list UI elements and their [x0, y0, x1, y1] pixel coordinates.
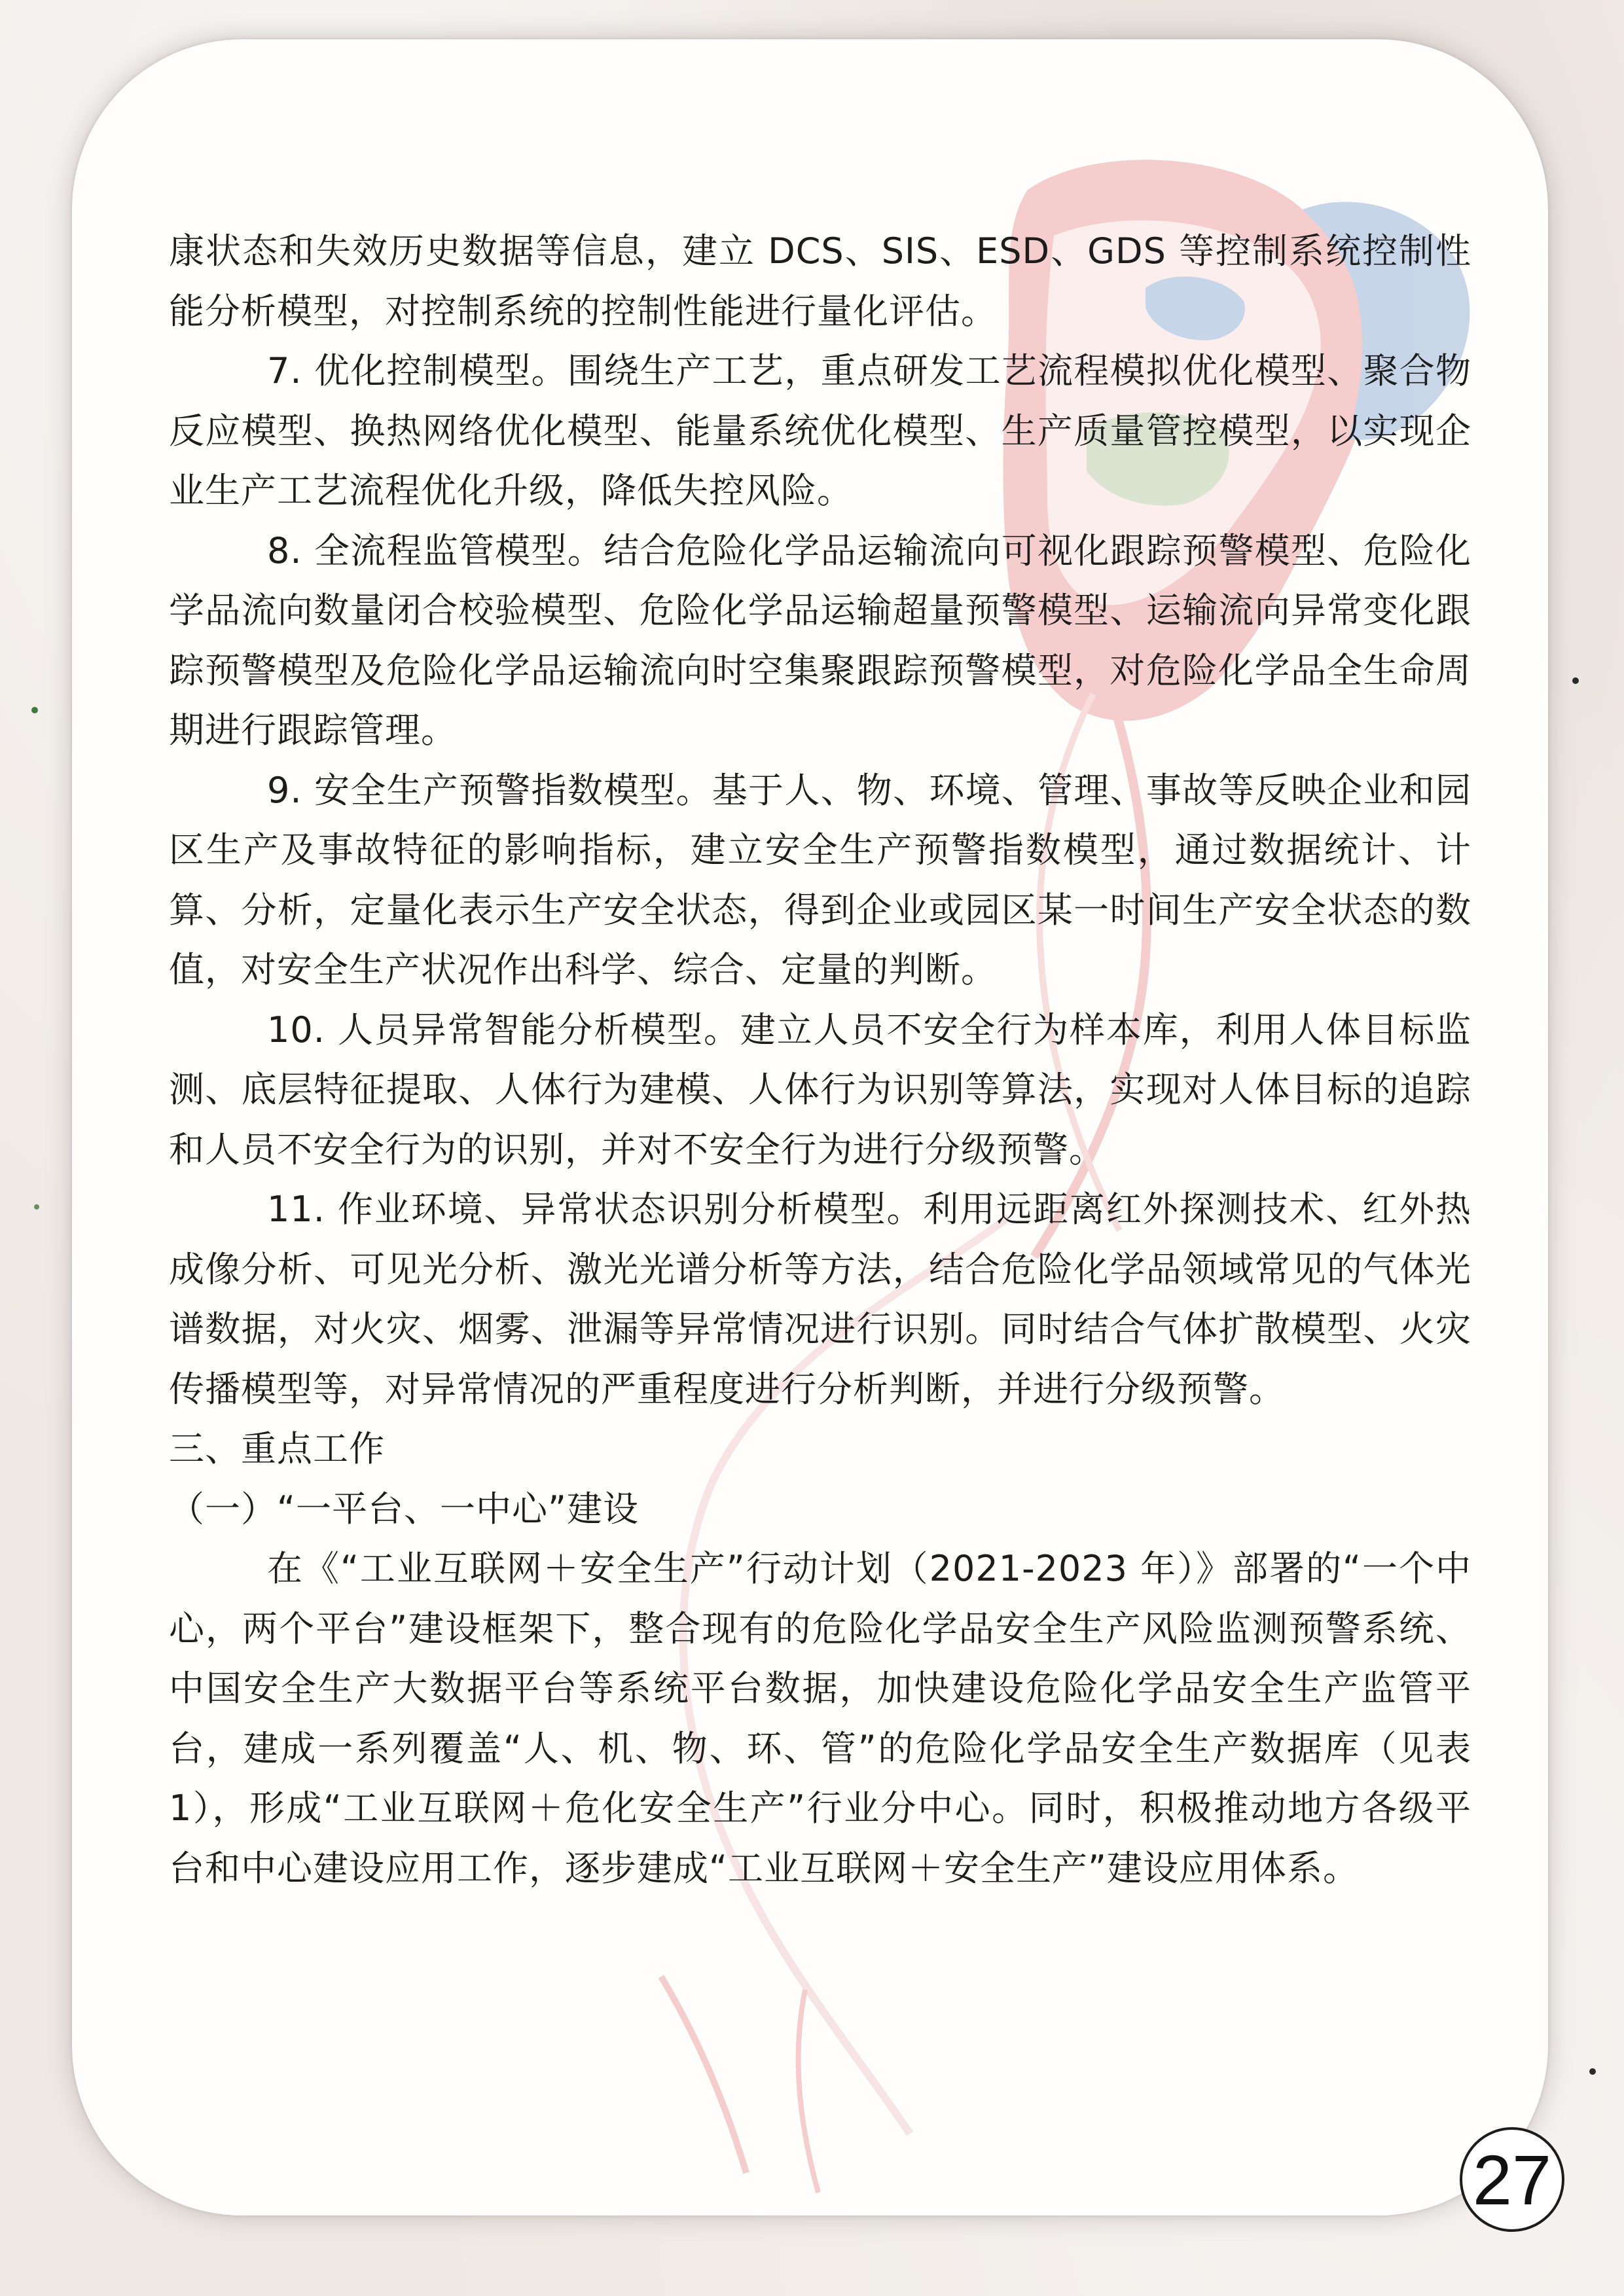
paragraph-item-10: 10. 人员异常智能分析模型。建立人员不安全行为样本库，利用人体目标监测、底层特征提取、人体行为建模、人体行为识别等算法，实现对人体目标的追踪和人员不安全行为的识别，并对不安全行为进行分级预警。	[169, 1009, 1471, 1170]
section-heading: 三、重点工作	[169, 1428, 385, 1469]
speck	[34, 1204, 39, 1210]
paragraph-item-11: 11. 作业环境、异常状态识别分析模型。利用远距离红外探测技术、红外热成像分析、可见光分析、激光光谱分析等方法，结合危险化学品领域常见的气体光谱数据，对火灾、烟雾、泄漏等异常情况进行识别。同时结合气体扩散模型、火灾传播模型等，对异常情况的严重程度进行分析判断，并进行分级预警。	[169, 1189, 1471, 1410]
document-body	[169, 221, 1471, 1898]
speck	[1589, 2068, 1596, 2075]
paragraph-platform-center: 在《“工业互联网＋安全生产”行动计划（2021-2023 年）》部署的“一个中心，两个平台”建设框架下，整合现有的危险化学品安全生产风险监测预警系统、中国安全生产大数据平台等系统平台数据，加快建设危险化学品安全生产监管平台，建成一系列覆盖“人、机、物、环、管”的危险化学品安全生产数据库（见表 1），形成“工业互联网＋危化安全生产”行业分中心。同时，积极推动地方各级平台和中心建设应用工作，逐步建成“工业互联网＋安全生产”建设应用体系。	[169, 1548, 1471, 1889]
speck	[1572, 677, 1579, 684]
paragraph-continuation: 康状态和失效历史数据等信息，建立 DCS、SIS、ESD、GDS 等控制系统控制性能分析模型，对控制系统的控制性能进行量化评估。	[169, 230, 1471, 332]
paragraph-item-9: 9. 安全生产预警指数模型。基于人、物、环境、管理、事故等反映企业和园区生产及事故特征的影响指标，建立安全生产预警指数模型，通过数据统计、计算、分析，定量化表示生产安全状态，得到企业或园区某一时间生产安全状态的数值，对安全生产状况作出科学、综合、定量的判断。	[169, 769, 1471, 990]
page-number: 27	[1460, 2127, 1564, 2232]
subsection-heading: （一）“一平台、一中心”建设	[169, 1488, 639, 1530]
speck	[31, 707, 38, 713]
content-panel	[72, 39, 1548, 2215]
paragraph-item-8: 8. 全流程监管模型。结合危险化学品运输流向可视化跟踪预警模型、危险化学品流向数量闭合校验模型、危险化学品运输超量预警模型、运输流向异常变化跟踪预警模型及危险化学品运输流向时空集聚跟踪预警模型，对危险化学品全生命周期进行跟踪管理。	[169, 529, 1471, 751]
paragraph-item-7: 7. 优化控制模型。围绕生产工艺，重点研发工艺流程模拟优化模型、聚合物反应模型、换热网络优化模型、能量系统优化模型、生产质量管控模型，以实现企业生产工艺流程优化升级，降低失控风险。	[169, 350, 1471, 511]
